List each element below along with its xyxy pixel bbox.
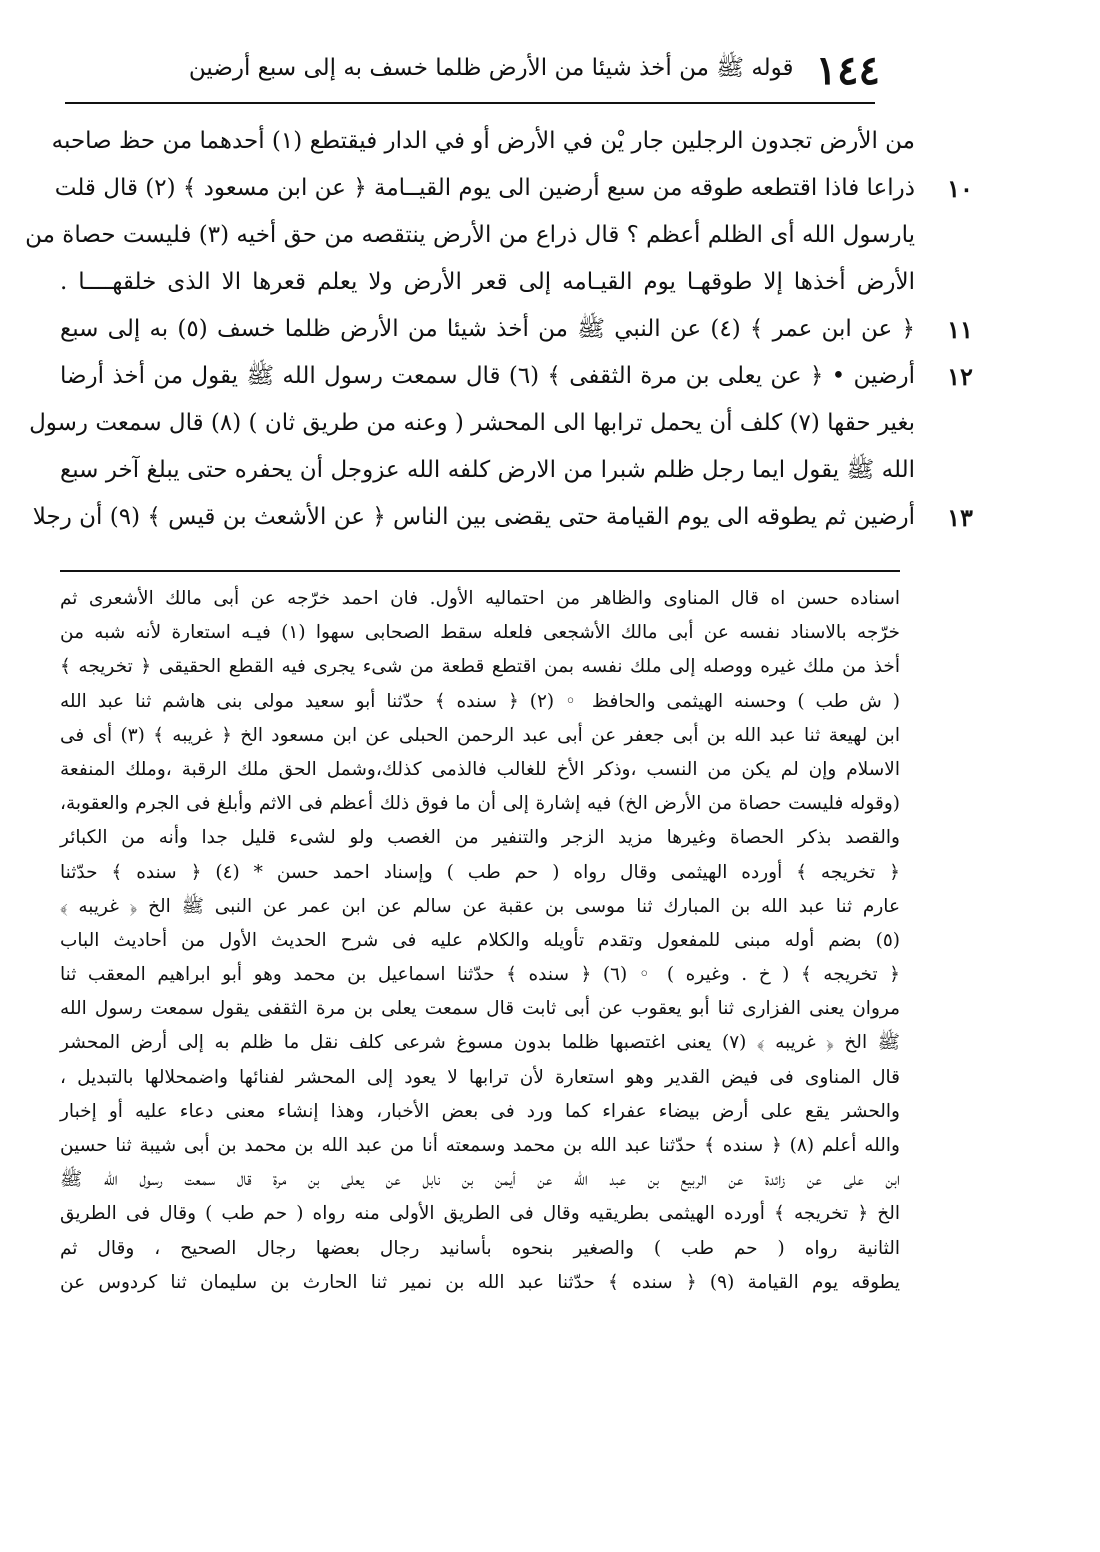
hadith-number: ١١	[947, 315, 973, 344]
footnote-line: عارم ثنا عبد الله بن المبارك ثنا موسى بن عقبة عن سالم عن ابن عمر عن النبى ﷺ الخ ﴿ غريبه ﴾	[60, 895, 900, 917]
footnote-line: الخ ﴿ تخريجه ﴾ أورده الهيثمى بطريقيه وقال فى الطريق الأولى منه رواه ( حم طب ) وقال فى الطريق	[60, 1203, 900, 1225]
footnote-line: قال المناوى فى فيض القدير وهو استعارة لأن ترابها لا يعود إلى المحشر لفنائها واضمحلالها بالتبديل ،	[60, 1066, 900, 1088]
footnote-divider	[60, 570, 900, 572]
text-line: بغير حقها (٧) كلف أن يحمل ترابها الى المحشر ( وعنه من طريق ثان ) (٨) قال سمعت رسول	[29, 410, 915, 436]
footnotes	[60, 582, 900, 1300]
text-line: الله ﷺ يقول ايما رجل ظلم شبرا من الارض كلفه الله عزوجل أن يحفره حتى يبلغ آخر سبع	[60, 457, 915, 483]
footnote-line: ( ش طب ) وحسنه الهيثمى والحافظ ◦ (٢) ﴿ سنده ﴾ حدّثنا أبو سعيد مولى بنى هاشم ثنا عبد الله	[60, 690, 901, 712]
footnote-line: مروان يعنى الفزارى ثنا أبو يعقوب عن أبى ثابت قال سمعت يعلى بن مرة الثقفى يقول سمعت رسول الله	[60, 998, 900, 1020]
text-line: من الأرض تجدون الرجلين جار يْن في الأرض أو في الدار فيقتطع (١) أحدهما من حظ صاحبه	[51, 128, 915, 154]
footnote-line: ابن لهيعة ثنا عبد الله بن أبى جعفر عن أبى عبد الرحمن الحبلى عن ابن مسعود الخ ﴿ غريبه ﴾ (٣) أى فى	[60, 724, 900, 746]
footnote-line: ﴿ تخريجه ﴾ أورده الهيثمى وقال رواه ( حم طب ) وإسناد احمد حسن * (٤) ﴿ سنده ﴾ حدّثنا	[60, 861, 900, 883]
footnote-line: خرّجه بالاسناد نفسه عن أبى مالك الأشجعى فلعله سقط الصحابى سهوا (١) فيـه استعارة لأنه شبه من	[60, 622, 900, 644]
footnote-line: والقصد بذكر الحصاة وغيرها مزيد الزجر والتنفير من الغصب ولو لشىء قليل جدا وأنه من الكبائر	[60, 827, 900, 849]
footnote-line: والله أعلم (٨) ﴿ سنده ﴾ حدّثنا عبد الله بن محمد وسمعته أنا من عبد الله بن محمد بن أبى شيبة ثنا حسين	[60, 1135, 900, 1156]
hadith-text	[25, 118, 915, 541]
text-line: ﴿ عن ابن عمر ﴾ (٤) عن النبي ﷺ من أخذ شيئا من الأرض ظلما خسف (٥) به إلى سبع	[60, 316, 915, 342]
footnote-line: الثانية رواه ( حم طب ) والصغير بنحوه بأسانيد رجال بعضها رجال الصحيح ، وقال ثم	[60, 1237, 900, 1259]
footnote-line: ﴿ تخريجه ﴾ ( خ . وغيره ) ◦ (٦) ﴿ سنده ﴾ حدّثنا اسماعيل بن محمد وهو أبو ابراهيم المعقب ثنا	[60, 964, 900, 986]
footnote-line: أخذ من ملك غيره ووصله إلى ملك نفسه بمن اقتطع قطعة من شىء يجرى فيه القطع الحقيقى ﴿ تخريجه ﴾	[60, 656, 900, 678]
hadith-number: ١٣	[947, 503, 973, 532]
text-line: الأرض أخذها إلا طوقهـا يوم القيـامه إلى قعر الأرض ولا يعلم قعرها الا الذى خلقهــــا .	[60, 269, 915, 295]
text-line: يارسول الله أى الظلم أعظم ؟ قال ذراع من الأرض ينتقصه من حق أخيه (٣) فليست حصاة من	[25, 222, 915, 248]
text-line: أرضين • ﴿ عن يعلى بن مرة الثقفى ﴾ (٦) قال سمعت رسول الله ﷺ يقول من أخذ أرضا	[60, 363, 915, 389]
footnote-line: (وقوله فليست حصاة من الأرض الخ) فيه إشارة إلى أن ما فوق ذلك أعظم فى الاثم وأبلغ فى الجرم والعقوبة،	[60, 793, 900, 815]
footnote-line: (٥) بضم أوله مبنى للمفعول وتقدم تأويله والكلام عليه فى شرح الحديث الأول من أحاديث الباب	[60, 929, 900, 951]
footnote-line: يطوقه يوم القيامة (٩) ﴿ سنده ﴾ حدّثنا عبد الله بن نمير ثنا الحارث بن سليمان ثنا كردوس عن	[60, 1271, 900, 1293]
hadith-number: ١٠	[947, 174, 973, 203]
footnote-line: الاسلام وإن لم يكن من النسب ،وذكر الأخ للغالب فالذمى كذلك،وشمل الحق ملك الرقبة ،وملك المنفعة	[60, 758, 900, 780]
page-number: ١٤٤	[815, 46, 880, 94]
text-line: أرضين ثم يطوقه الى يوم القيامة حتى يقضى بين الناس ﴿ عن الأشعث بن قيس ﴾ (٩) أن رجلا	[32, 504, 915, 530]
footnote-line: والحشر يقع على أرض بيضاء عفراء كما ورد فى بعض الأخبار، وهذا إنشاء معنى دعاء عليه أو إخبار	[60, 1100, 900, 1122]
page-header	[150, 44, 880, 96]
footnote-line: ابن على عن زائدة عن الربيع بن عبد الله عن أيمن بن نابل عن يعلى بن مرة قال سمعت رسول الله ﷺ	[60, 1169, 900, 1191]
hadith-number: ١٢	[947, 362, 973, 391]
running-title: قوله ﷺ من أخذ شيئا من الأرض ظلما خسف به إلى سبع أرضين	[188, 55, 794, 81]
footnote-line: اسناده حسن اه قال المناوى والظاهر من احتماليه الأول. فان احمد خرّجه عن أبى مالك الأشعرى ثم	[60, 588, 900, 609]
text-line: ذراعا فاذا اقتطعه طوقه من سبع أرضين الى يوم القيــامة ﴿ عن ابن مسعود ﴾ (٢) قال قلت	[54, 175, 915, 201]
footnote-line: ﷺ الخ ﴿ غريبه ﴾ (٧) يعنى اغتصبها ظلما بدون مسوغ شرعى كلف نقل ما ظلم به إلى أرض المحشر	[60, 1032, 900, 1054]
header-divider	[65, 102, 875, 104]
